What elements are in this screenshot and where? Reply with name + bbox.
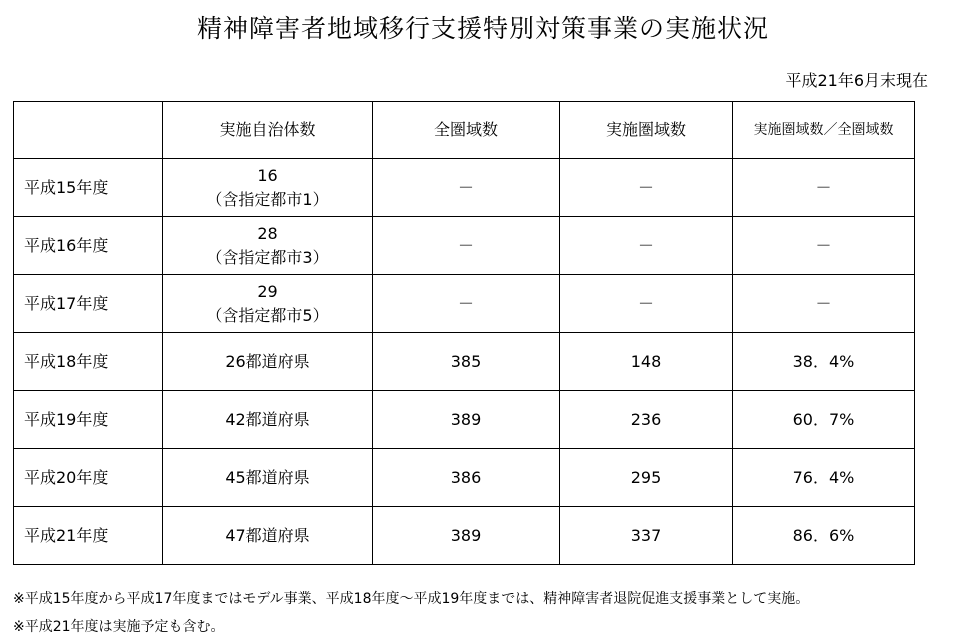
municipalities-cell [163, 217, 373, 275]
total-areas-cell: 385 [373, 333, 560, 391]
implemented-areas-cell: 236 [560, 391, 733, 449]
ratio-cell: 38．4% [733, 333, 915, 391]
implemented-areas-cell: 148 [560, 333, 733, 391]
implemented-areas-cell: 295 [560, 449, 733, 507]
total-areas-cell: 389 [373, 391, 560, 449]
municipalities-count: 29 [257, 281, 278, 301]
municipalities-cell: 47都道府県 [163, 507, 373, 565]
table-row [14, 449, 915, 507]
municipalities-count: 16 [257, 165, 278, 185]
as-of-date: 平成21年6月末現在 [785, 71, 928, 90]
table-row [14, 333, 915, 391]
municipalities-cell: 42都道府県 [163, 391, 373, 449]
footnote-scheduled: ※平成21年度は実施予定も含む。 [13, 619, 225, 635]
header-corner-cell [14, 102, 163, 159]
implemented-areas-cell: － [560, 217, 733, 275]
year-cell: 平成16年度 [14, 217, 163, 275]
municipalities-cell: 45都道府県 [163, 449, 373, 507]
implemented-areas-cell: － [560, 275, 733, 333]
year-cell: 平成20年度 [14, 449, 163, 507]
year-cell: 平成21年度 [14, 507, 163, 565]
municipalities-cell [163, 159, 373, 217]
table-row [14, 159, 915, 217]
total-areas-cell: － [373, 217, 560, 275]
municipalities-count: 28 [257, 223, 278, 243]
ratio-cell: 76．4% [733, 449, 915, 507]
implemented-areas-cell: 337 [560, 507, 733, 565]
municipalities-cell [163, 275, 373, 333]
year-cell: 平成19年度 [14, 391, 163, 449]
municipalities-note: （含指定都市3） [206, 247, 329, 267]
year-cell: 平成15年度 [14, 159, 163, 217]
implementation-table [13, 101, 915, 565]
implemented-areas-cell: － [560, 159, 733, 217]
footnote-model-project: ※平成15年度から平成17年度まではモデル事業、平成18年度～平成19年度までは、精神障害者退院促進支援事業として実施。 [13, 591, 810, 607]
header-municipalities: 実施自治体数 [163, 102, 373, 159]
ratio-cell: － [733, 159, 915, 217]
municipalities-cell: 26都道府県 [163, 333, 373, 391]
total-areas-cell: 389 [373, 507, 560, 565]
year-cell: 平成17年度 [14, 275, 163, 333]
municipalities-note: （含指定都市1） [206, 189, 329, 209]
table-row [14, 391, 915, 449]
header-ratio: 実施圏域数／全圏域数 [733, 102, 915, 159]
ratio-cell: 60．7% [733, 391, 915, 449]
table-row [14, 217, 915, 275]
table-row [14, 275, 915, 333]
header-total-areas: 全圏域数 [373, 102, 560, 159]
total-areas-cell: － [373, 275, 560, 333]
total-areas-cell: 386 [373, 449, 560, 507]
page-title: 精神障害者地域移行支援特別対策事業の実施状況 [196, 14, 769, 43]
table-header-row [14, 102, 915, 159]
ratio-cell: － [733, 275, 915, 333]
year-cell: 平成18年度 [14, 333, 163, 391]
ratio-cell: － [733, 217, 915, 275]
ratio-cell: 86．6% [733, 507, 915, 565]
total-areas-cell: － [373, 159, 560, 217]
table-row [14, 507, 915, 565]
header-implemented-areas: 実施圏域数 [560, 102, 733, 159]
municipalities-note: （含指定都市5） [206, 305, 329, 325]
